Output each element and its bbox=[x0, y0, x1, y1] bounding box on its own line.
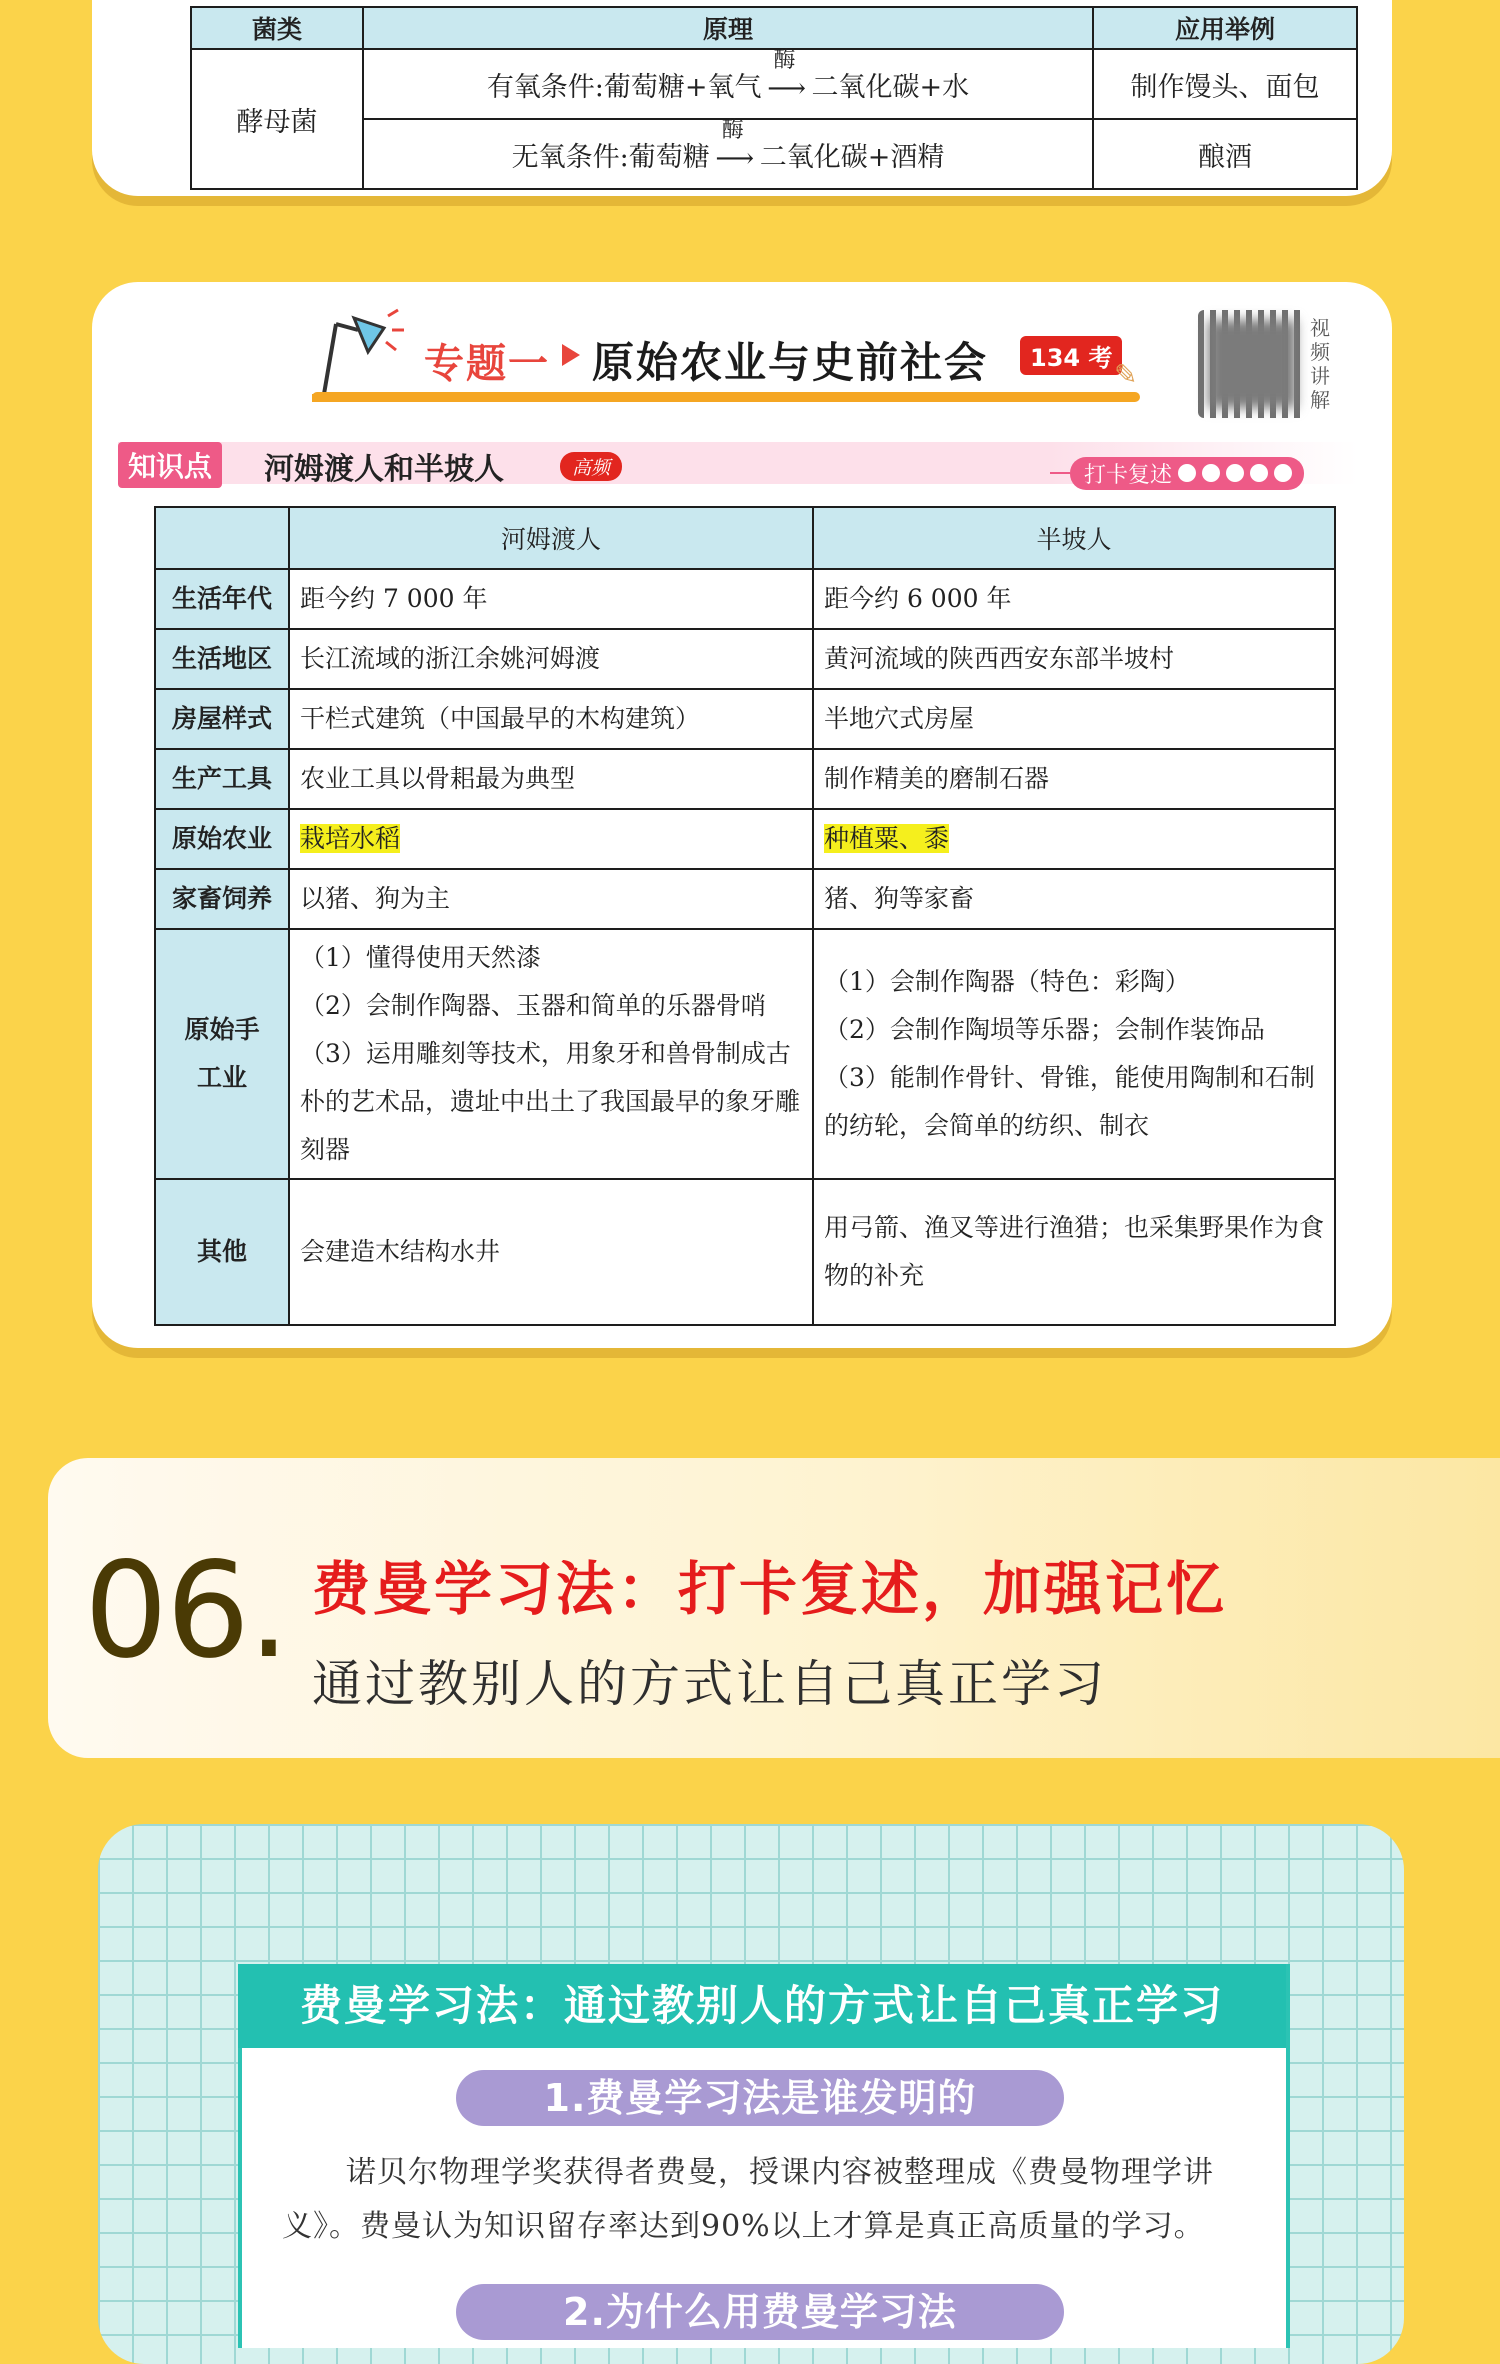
table-cell bbox=[813, 809, 1335, 869]
section-subline: 通过教别人的方式让自己真正学习 bbox=[312, 1655, 1107, 1713]
checkin-dot[interactable] bbox=[1250, 464, 1268, 482]
row-header: 其他 bbox=[155, 1179, 289, 1325]
principle-cell: 有氧条件:葡萄糖+氧气 酶 ⟶ 二氧化碳+水 bbox=[363, 49, 1093, 119]
table-header: 河姆渡人 bbox=[289, 507, 813, 569]
table-header: 应用举例 bbox=[1093, 7, 1357, 49]
table-cell: 用弓箭、渔叉等进行渔猎；也采集野果作为食物的补充 bbox=[813, 1179, 1335, 1325]
principle-cell: 无氧条件:葡萄糖 酶 ⟶ 二氧化碳+酒精 bbox=[363, 119, 1093, 189]
table-row bbox=[155, 689, 1335, 749]
table-cell: （1）会制作陶器（特色：彩陶） （2）会制作陶埙等乐器；会制作装饰品 （3）能制作骨针、骨锥，能使用陶制和石制的纺轮，会简单的纺织、制衣 bbox=[813, 929, 1335, 1179]
example-cell: 制作馒头、面包 bbox=[1093, 49, 1357, 119]
fungus-name: 酵母菌 bbox=[191, 49, 363, 189]
table-header: 半坡人 bbox=[813, 507, 1335, 569]
reaction-arrow: 酶 ⟶ bbox=[767, 47, 806, 104]
feynman-title: 费曼学习法：通过教别人的方式让自己真正学习 bbox=[238, 1964, 1286, 2048]
table-header-corner bbox=[155, 507, 289, 569]
table-row bbox=[155, 629, 1335, 689]
table-header: 菌类 bbox=[191, 7, 363, 49]
qr-label: 视频讲解 bbox=[1310, 316, 1330, 412]
row-header: 家畜饲养 bbox=[155, 869, 289, 929]
question-pill: 2.为什么用费曼学习法 bbox=[456, 2284, 1064, 2340]
table-cell bbox=[289, 809, 813, 869]
checkin-dot[interactable] bbox=[1178, 464, 1196, 482]
checkin-line bbox=[1050, 472, 1070, 474]
question-pill: 1.费曼学习法是谁发明的 bbox=[456, 2070, 1064, 2126]
checkin-dot[interactable] bbox=[1274, 464, 1292, 482]
table-row bbox=[155, 929, 1335, 1179]
table-row bbox=[155, 1179, 1335, 1325]
row-header: 原始农业 bbox=[155, 809, 289, 869]
table-row bbox=[155, 569, 1335, 629]
knowledge-label: 知识点 bbox=[118, 442, 222, 488]
table-cell: 农业工具以骨耜最为典型 bbox=[289, 749, 813, 809]
checkin-dot[interactable] bbox=[1202, 464, 1220, 482]
frequency-badge: 高频 bbox=[560, 452, 622, 481]
row-header: 生活年代 bbox=[155, 569, 289, 629]
example-cell: 酿酒 bbox=[1093, 119, 1357, 189]
row-header: 生活地区 bbox=[155, 629, 289, 689]
table-cell: （1）懂得使用天然漆 （2）会制作陶器、玉器和简单的乐器骨哨 （3）运用雕刻等技术，用象牙和兽骨制成古朴的艺术品，遗址中出土了我国最早的象牙雕刻器 bbox=[289, 929, 813, 1179]
table-cell: 距今约 7 000 年 bbox=[289, 569, 813, 629]
row-header: 生产工具 bbox=[155, 749, 289, 809]
fungus-table bbox=[190, 6, 1358, 190]
row-header: 房屋样式 bbox=[155, 689, 289, 749]
table-cell: 猪、狗等家畜 bbox=[813, 869, 1335, 929]
table-row bbox=[155, 749, 1335, 809]
table-cell: 黄河流域的陕西西安东部半坡村 bbox=[813, 629, 1335, 689]
reaction-arrow: 酶 ⟶ bbox=[715, 117, 755, 174]
checkin-tracker[interactable] bbox=[1050, 458, 1304, 488]
section-headline: 费曼学习法：打卡复述，加强记忆 bbox=[312, 1555, 1228, 1623]
checkin-dot[interactable] bbox=[1226, 464, 1244, 482]
title-underline bbox=[312, 392, 1140, 402]
table-cell: 干栏式建筑（中国最早的木构建筑） bbox=[289, 689, 813, 749]
highlighted-text: 种植粟、黍 bbox=[824, 824, 950, 853]
topic-title: 原始农业与史前社会 bbox=[592, 338, 989, 387]
table-cell: 半地穴式房屋 bbox=[813, 689, 1335, 749]
table-cell: 长江流域的浙江余姚河姆渡 bbox=[289, 629, 813, 689]
pen-icon: ✎ bbox=[1114, 358, 1138, 391]
table-row bbox=[155, 809, 1335, 869]
answer-text: 诺贝尔物理学奖获得者费曼，授课内容被整理成《费曼物理学讲义》。费曼认为知识留存率达到90%以上才算是真正高质量的学习。 bbox=[282, 2155, 1214, 2244]
knowledge-title: 河姆渡人和半坡人 bbox=[264, 452, 504, 487]
highlighted-text: 栽培水稻 bbox=[300, 824, 401, 853]
table-cell: 距今约 6 000 年 bbox=[813, 569, 1335, 629]
comparison-table bbox=[154, 506, 1336, 1326]
table-cell: 制作精美的磨制石器 bbox=[813, 749, 1335, 809]
row-header: 原始手 工业 bbox=[155, 929, 289, 1179]
table-row bbox=[155, 869, 1335, 929]
topic-prefix: 专题一 bbox=[424, 341, 550, 387]
qr-code-blur bbox=[1208, 320, 1296, 408]
section-number: 06. bbox=[84, 1534, 288, 1688]
table-cell: 会建造木结构水井 bbox=[289, 1179, 813, 1325]
table-header: 原理 bbox=[363, 7, 1093, 49]
exam-badge: 134 考 bbox=[1020, 336, 1122, 375]
checkin-label: 打卡复述 bbox=[1084, 462, 1173, 488]
checkin-pill[interactable] bbox=[1070, 457, 1304, 490]
arrow-icon bbox=[562, 344, 580, 366]
table-cell: 以猪、狗为主 bbox=[289, 869, 813, 929]
